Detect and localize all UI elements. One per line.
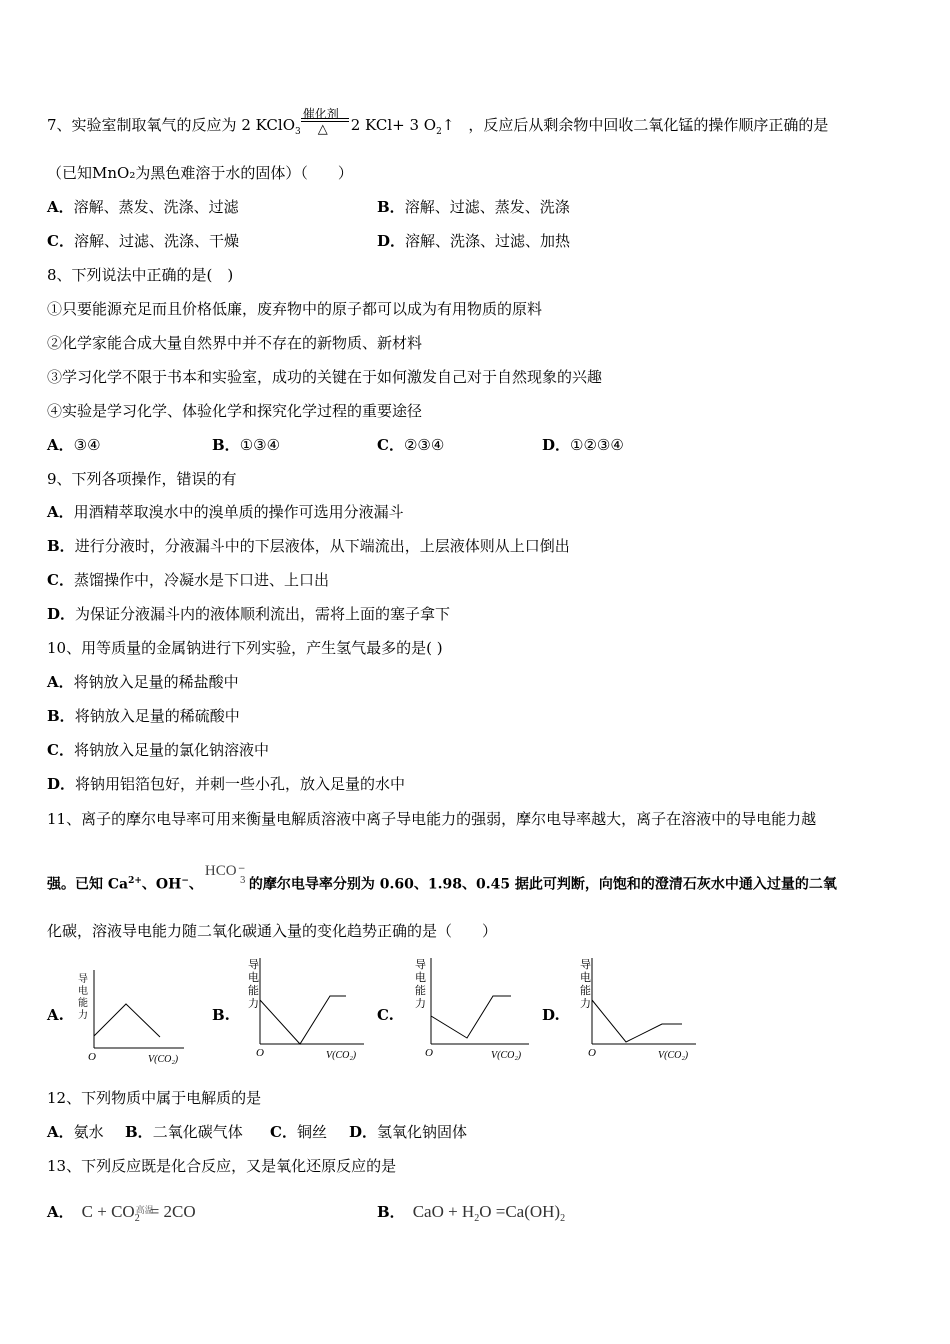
- graph-a-origin: O: [88, 1051, 96, 1063]
- svg-text:能: 能: [248, 985, 259, 997]
- graph-d-curve: [592, 1000, 682, 1042]
- svg-text:电: 电: [78, 986, 88, 997]
- graph-b-svg: [240, 954, 370, 1066]
- q7-products: 2 KCl+ 3 O: [350, 116, 437, 134]
- graph-b-xlabel: V(CO₂): [326, 1050, 357, 1061]
- q8-option-b[interactable]: B．①③④: [212, 436, 281, 454]
- q8-item-2: ②化学家能合成大量自然界中并不存在的新物质、新材料: [47, 334, 423, 352]
- graph-d-svg: [572, 954, 702, 1066]
- q7-kclo3-sub: 3: [295, 127, 301, 137]
- svg-text:导: 导: [415, 959, 426, 971]
- q13-option-a[interactable]: A． $C + CO_2$ 高温 = 2CO: [47, 1202, 196, 1224]
- q13-stem: 13、下列反应既是化合反应，又是氧化还原反应的是: [47, 1157, 397, 1175]
- q10-option-b[interactable]: B．将钠放入足量的稀硫酸中: [47, 707, 240, 725]
- q11-graph-label-b[interactable]: B.: [212, 1006, 230, 1024]
- q10-option-d[interactable]: D．将钠用铝箔包好，并刺一些小孔，放入足量的水中: [47, 775, 406, 793]
- q7-prefix: 7、实验室制取氧气的反应为 2 KClO: [47, 116, 295, 134]
- q11-graph-d[interactable]: [572, 954, 702, 1070]
- q8-item-4: ④实验是学习化学、体验化学和探究化学过程的重要途径: [47, 402, 423, 420]
- q7-option-c[interactable]: C．溶解、过滤、洗涤、干燥: [47, 232, 239, 250]
- q12-stem: 12、下列物质中属于电解质的是: [47, 1089, 262, 1107]
- graph-c-origin: O: [425, 1047, 433, 1059]
- q11-graph-a[interactable]: [72, 968, 192, 1070]
- graph-a-xlabel: V(CO₂): [148, 1054, 179, 1065]
- graph-a-ylabel: 导: [78, 974, 88, 985]
- q8-option-c[interactable]: C．②③④: [377, 436, 445, 454]
- svg-text:电: 电: [415, 972, 426, 984]
- graph-c-curve: [431, 996, 511, 1038]
- q11-stem-line2: 强。已知 $Ca^{2+}$、OH−、 HCO − 3 的摩尔电导率分别为 0.60、1.98、0.45 据此可判断，向饱和的澄清石灰水中通入过量的二氧: [47, 862, 837, 893]
- q9-option-a[interactable]: A．用酒精萃取溴水中的溴单质的操作可选用分液漏斗: [47, 503, 404, 521]
- q8-option-a[interactable]: A．③④: [47, 436, 101, 454]
- q11-graph-c[interactable]: [405, 954, 535, 1070]
- q12-option-b[interactable]: B．二氧化碳气体: [125, 1123, 243, 1141]
- graph-d-xlabel: V(CO₂): [658, 1050, 689, 1061]
- q12-option-c[interactable]: C．铜丝: [270, 1123, 327, 1141]
- q12-option-d[interactable]: D．氢氧化钠固体: [349, 1123, 468, 1141]
- graph-c-xlabel: V(CO₂): [491, 1050, 522, 1061]
- q9-stem: 9、下列各项操作，错误的有: [47, 470, 237, 488]
- q7-stem: 7、实验室制取氧气的反应为 2 KClO$_3$ 催化剂 △ 2 KCl+ 3 $O_2↑$ ，反应后从剩余物中回收二氧化锰的操作顺序正确的是: [47, 115, 828, 142]
- graph-d-origin: O: [588, 1047, 596, 1059]
- q7-option-b[interactable]: B．溶解、过滤、蒸发、洗涤: [377, 198, 570, 216]
- svg-text:力: 力: [415, 998, 426, 1010]
- q8-stem: 8、下列说法中正确的是( ): [47, 266, 234, 284]
- graph-b-origin: O: [256, 1047, 264, 1059]
- graph-a-curve: [94, 1004, 160, 1037]
- graph-a-svg: [72, 968, 192, 1066]
- q11-graph-b[interactable]: [240, 954, 370, 1070]
- q9-option-b[interactable]: B．进行分液时，分液漏斗中的下层液体，从下端流出，上层液体则从上口倒出: [47, 537, 570, 555]
- graph-c-svg: [405, 954, 535, 1066]
- svg-text:力: 力: [580, 998, 591, 1010]
- q11-stem-line1: 11、离子的摩尔电导率可用来衡量电解质溶液中离子导电能力的强弱，摩尔电导率越大，离子在溶液中的导电能力越: [47, 810, 817, 828]
- svg-text:能: 能: [415, 985, 426, 997]
- q11-graph-label-c[interactable]: C.: [377, 1006, 394, 1024]
- q8-option-d[interactable]: D．①②③④: [542, 436, 624, 454]
- q11-graph-label-d[interactable]: D.: [542, 1006, 560, 1024]
- reaction-arrow: [301, 107, 351, 137]
- q11-stem-line3: 化碳，溶液导电能力随二氧化碳通入量的变化趋势正确的是（ ）: [47, 922, 498, 940]
- q7-option-d[interactable]: D．溶解、洗涤、过滤、加热: [377, 232, 571, 250]
- svg-text:电: 电: [580, 972, 591, 984]
- q8-item-1: ①只要能源充足而且价格低廉，废弃物中的原子都可以成为有用物质的原料: [47, 300, 543, 318]
- q10-option-a[interactable]: A．将钠放入足量的稀盐酸中: [47, 673, 239, 691]
- svg-text:能: 能: [580, 985, 591, 997]
- hco3-formula: HCO − 3: [204, 862, 246, 886]
- svg-text:导: 导: [580, 959, 591, 971]
- svg-text:力: 力: [248, 998, 259, 1010]
- q7-stem-line2: （已知MnO₂为黑色难溶于水的固体）（ ）: [47, 164, 353, 182]
- q9-option-c[interactable]: C．蒸馏操作中，冷凝水是下口进、上口出: [47, 571, 329, 589]
- q10-stem: 10、用等质量的金属钠进行下列实验，产生氢气最多的是( ): [47, 639, 443, 657]
- heat-symbol: △: [317, 122, 328, 137]
- catalyst-label: 催化剂: [302, 107, 339, 121]
- svg-text:电: 电: [248, 972, 259, 984]
- q8-item-3: ③学习化学不限于书本和实验室，成功的关键在于如何激发自己对于自然现象的兴趣: [47, 368, 603, 386]
- q10-option-c[interactable]: C．将钠放入足量的氯化钠溶液中: [47, 741, 269, 759]
- q13-option-b[interactable]: B． CaO + $H_2O =Ca(OH)_2$: [377, 1202, 566, 1224]
- svg-text:能: 能: [78, 998, 88, 1009]
- svg-text:导: 导: [248, 959, 259, 971]
- q11-graph-label-a[interactable]: A.: [47, 1006, 64, 1024]
- q9-option-d[interactable]: D．为保证分液漏斗内的液体顺利流出，需将上面的塞子拿下: [47, 605, 451, 623]
- svg-text:力: 力: [78, 1010, 88, 1021]
- q12-option-a[interactable]: A．氨水: [47, 1123, 104, 1141]
- high-temp-condition: 高温: [135, 1206, 154, 1216]
- graph-b-curve: [260, 996, 346, 1044]
- q7-option-a[interactable]: A．溶解、蒸发、洗涤、过滤: [47, 198, 239, 216]
